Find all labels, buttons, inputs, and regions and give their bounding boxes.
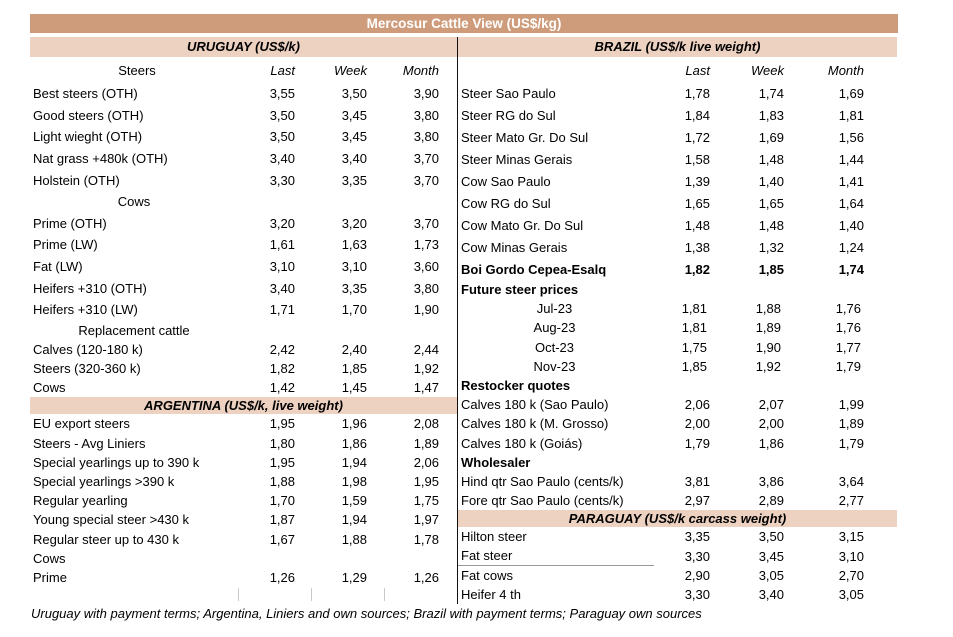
row-label: Heifers +310 (OTH) — [33, 280, 147, 296]
value-last: 3,10 — [269, 259, 295, 275]
table-row — [458, 527, 897, 546]
table-row — [458, 236, 897, 258]
uruguay-rows — [30, 83, 457, 397]
value-month: 1,75 — [413, 493, 439, 509]
value-month: 3,90 — [413, 86, 439, 102]
table-row — [458, 414, 897, 433]
table-row — [30, 191, 457, 213]
left-panel — [30, 37, 457, 601]
table-row — [30, 126, 457, 148]
value-month: 2,08 — [413, 416, 439, 432]
table-row — [30, 378, 457, 397]
table-row — [30, 105, 457, 127]
row-label: Fat cows — [461, 567, 514, 583]
grid-remnant-ticks — [30, 588, 457, 601]
col-header-month: Month — [827, 62, 864, 78]
value-week: 2,89 — [758, 493, 784, 509]
mercosur-cattle-sheet — [30, 14, 898, 621]
value-month: 1,41 — [838, 174, 864, 189]
row-label: Holstein (OTH) — [33, 172, 120, 188]
value-last: 3,30 — [269, 172, 295, 188]
brazil-section-header: BRAZIL (US$/k live weight) — [458, 37, 897, 57]
value-week: 3,50 — [758, 529, 784, 545]
value-last: 1,67 — [269, 531, 295, 547]
row-label: Replacement cattle — [78, 322, 190, 338]
value-month: 3,64 — [838, 473, 864, 489]
value-month: 1,92 — [413, 361, 439, 376]
row-label: Cows — [33, 550, 66, 566]
value-week: 1,85 — [341, 361, 367, 376]
value-month: 1,90 — [413, 302, 439, 318]
row-label: Regular steer up to 430 k — [33, 531, 179, 547]
value-last: 3,50 — [269, 129, 295, 145]
value-last: 3,30 — [684, 548, 710, 564]
row-label: Best steers (OTH) — [33, 86, 138, 102]
value-week: 1,63 — [341, 237, 367, 253]
value-week: 1,74 — [758, 86, 784, 102]
value-month: 3,80 — [413, 129, 439, 145]
value-last: 1,95 — [269, 416, 295, 432]
row-label: Fat (LW) — [33, 259, 83, 275]
row-label: Steer RG do Sul — [461, 108, 556, 124]
table-row — [30, 148, 457, 170]
value-last: 1,79 — [684, 435, 710, 451]
value-last: 2,06 — [684, 397, 710, 413]
value-week: 1,59 — [341, 493, 367, 509]
col-header-week: Week — [334, 62, 367, 78]
table-row — [458, 127, 897, 149]
value-last: 1,78 — [684, 86, 710, 102]
value-week: 3,86 — [758, 473, 784, 489]
source-note: Uruguay with payment terms; Argentina, Liniers and own sources; Brazil with payment terms; Paraguay own sources — [31, 606, 702, 622]
argentina-rows — [30, 414, 457, 587]
value-last: 1,61 — [269, 237, 295, 253]
value-month: 1,77 — [835, 339, 861, 355]
value-last: 1,81 — [681, 320, 707, 336]
sheet-title: Mercosur Cattle View (US$/kg) — [30, 14, 898, 33]
row-label: Cows — [33, 380, 66, 396]
row-label: Calves 180 k (Goiás) — [461, 435, 583, 451]
table-row — [30, 321, 457, 340]
col-header-week: Week — [751, 62, 784, 78]
table-row — [458, 546, 897, 565]
table-row — [458, 149, 897, 171]
right-panel — [457, 37, 897, 604]
value-week: 1,48 — [758, 152, 784, 168]
value-month: 1,81 — [838, 108, 864, 124]
row-label: Nov-23 — [533, 358, 576, 374]
row-label: Special yearlings up to 390 k — [33, 454, 200, 470]
table-row — [458, 357, 897, 376]
row-label: Future steer prices — [461, 282, 579, 298]
table-row — [30, 213, 457, 235]
table-row — [458, 434, 897, 453]
table-row — [30, 83, 457, 105]
value-week: 2,07 — [758, 397, 784, 413]
value-last: 1,48 — [684, 217, 710, 233]
table-row — [30, 277, 457, 299]
value-month: 1,95 — [413, 473, 439, 489]
value-month: 1,99 — [838, 397, 864, 413]
paraguay-rows — [458, 527, 897, 604]
row-label: Young special steer >430 k — [33, 512, 189, 528]
value-last: 2,90 — [684, 567, 710, 583]
value-week: 1,88 — [341, 531, 367, 547]
table-row — [30, 359, 457, 378]
value-last: 2,97 — [684, 493, 710, 509]
value-month: 2,06 — [413, 454, 439, 470]
value-week: 1,29 — [341, 569, 367, 585]
row-label: Cow Minas Gerais — [461, 239, 568, 255]
value-month: 1,24 — [838, 239, 864, 255]
value-last: 1,38 — [684, 239, 710, 255]
value-week: 3,05 — [758, 567, 784, 583]
table-row — [458, 299, 897, 318]
value-week: 1,65 — [758, 195, 784, 211]
value-week: 1,86 — [341, 435, 367, 451]
table-row — [458, 318, 897, 337]
value-week: 1,98 — [341, 473, 367, 489]
value-week: 3,45 — [341, 107, 367, 123]
value-month: 1,89 — [838, 416, 864, 432]
table-row — [458, 491, 897, 510]
value-week: 1,45 — [341, 380, 367, 396]
value-month: 1,40 — [838, 217, 864, 233]
row-label: Heifer 4 th — [461, 586, 521, 602]
row-label: Cow Sao Paulo — [461, 174, 551, 189]
table-row — [30, 472, 457, 491]
row-label: Calves (120-180 k) — [33, 341, 143, 357]
table-row — [30, 453, 457, 472]
table-row — [458, 453, 897, 472]
value-month: 3,05 — [838, 586, 864, 602]
table-row — [30, 299, 457, 321]
table-row — [458, 258, 897, 280]
value-week: 3,35 — [341, 172, 367, 188]
value-week: 3,50 — [341, 86, 367, 102]
value-last: 1,42 — [269, 380, 295, 396]
row-label: Regular yearling — [33, 493, 128, 509]
row-label: Good steers (OTH) — [33, 107, 144, 123]
value-last: 1,85 — [681, 358, 707, 374]
value-month: 3,70 — [413, 151, 439, 167]
value-week: 1,89 — [755, 320, 781, 336]
row-label: Boi Gordo Cepea-Esalq — [461, 261, 607, 277]
value-week: 3,45 — [758, 548, 784, 564]
value-last: 1,80 — [269, 435, 295, 451]
row-label: Wholesaler — [461, 454, 531, 470]
value-last: 1,58 — [684, 152, 710, 168]
value-week: 2,00 — [758, 416, 784, 432]
row-label: Special yearlings >390 k — [33, 473, 175, 489]
value-week: 3,40 — [341, 151, 367, 167]
value-last: 3,55 — [269, 86, 295, 102]
row-label: Cow RG do Sul — [461, 195, 551, 211]
value-last: 1,65 — [684, 195, 710, 211]
table-row — [458, 214, 897, 236]
value-week: 1,32 — [758, 239, 784, 255]
uruguay-section-header: URUGUAY (US$/k) — [30, 37, 457, 57]
row-label: Restocker quotes — [461, 378, 571, 394]
value-last: 3,40 — [269, 151, 295, 167]
table-row — [458, 83, 897, 105]
table-row — [30, 568, 457, 587]
value-last: 1,26 — [269, 569, 295, 585]
row-label: Oct-23 — [534, 339, 574, 355]
value-week: 2,40 — [341, 341, 367, 357]
value-month: 1,73 — [413, 237, 439, 253]
table-row — [458, 280, 897, 299]
brazil-rows — [458, 83, 897, 510]
value-month: 2,70 — [838, 567, 864, 583]
value-week: 1,70 — [341, 302, 367, 318]
value-last: 1,95 — [269, 454, 295, 470]
value-week: 1,90 — [755, 339, 781, 355]
value-week: 1,86 — [758, 435, 784, 451]
value-month: 3,70 — [413, 172, 439, 188]
row-label: Hind qtr Sao Paulo (cents/k) — [461, 473, 624, 489]
table-row — [30, 340, 457, 359]
value-month: 1,26 — [413, 569, 439, 585]
value-month: 3,10 — [838, 548, 864, 564]
value-week: 1,94 — [341, 454, 367, 470]
value-month: 1,44 — [838, 152, 864, 168]
value-last: 3,35 — [684, 529, 710, 545]
value-week: 1,69 — [758, 130, 784, 146]
value-last: 1,84 — [684, 108, 710, 124]
value-month: 2,77 — [838, 493, 864, 509]
table-row — [458, 192, 897, 214]
value-last: 1,71 — [269, 302, 295, 318]
value-month: 3,15 — [838, 529, 864, 545]
table-row — [30, 433, 457, 452]
value-week: 3,40 — [758, 586, 784, 602]
value-month: 1,97 — [413, 512, 439, 528]
value-last: 2,00 — [684, 416, 710, 432]
row-label: Steer Minas Gerais — [461, 152, 573, 168]
value-week: 1,83 — [758, 108, 784, 124]
value-month: 3,80 — [413, 280, 439, 296]
value-last: 1,75 — [681, 339, 707, 355]
value-week: 1,94 — [341, 512, 367, 528]
col-header-month: Month — [402, 62, 439, 78]
row-label: Nat grass +480k (OTH) — [33, 151, 168, 167]
value-month: 3,60 — [413, 259, 439, 275]
value-last: 3,20 — [269, 215, 295, 231]
value-month: 1,64 — [838, 195, 864, 211]
row-label: Steer Sao Paulo — [461, 86, 556, 102]
value-month: 2,44 — [413, 341, 439, 357]
row-label: Jul-23 — [536, 301, 573, 317]
value-month: 3,70 — [413, 215, 439, 231]
row-label: Light wieght (OTH) — [33, 129, 143, 145]
argentina-section-header: ARGENTINA (US$/k, live weight) — [30, 397, 457, 414]
row-label: Cows — [117, 194, 151, 210]
table-row — [30, 169, 457, 191]
table-row — [458, 338, 897, 357]
table-row — [458, 171, 897, 193]
col-header-last: Last — [270, 62, 295, 78]
table-row — [30, 414, 457, 433]
value-last: 1,88 — [269, 473, 295, 489]
table-row — [30, 256, 457, 278]
row-label: Fat steer — [458, 546, 654, 566]
value-month: 1,89 — [413, 435, 439, 451]
value-month: 1,74 — [838, 261, 864, 277]
table-panels — [30, 37, 898, 604]
value-last: 1,82 — [269, 361, 295, 376]
table-row — [30, 529, 457, 548]
row-label: Fore qtr Sao Paulo (cents/k) — [461, 493, 624, 509]
row-label: Calves 180 k (Sao Paulo) — [461, 397, 609, 413]
value-last: 3,30 — [684, 586, 710, 602]
value-last: 1,70 — [269, 493, 295, 509]
table-row — [458, 376, 897, 395]
col-header-last: Last — [685, 62, 710, 78]
value-week: 3,20 — [341, 215, 367, 231]
table-row — [30, 234, 457, 256]
table-row — [458, 105, 897, 127]
value-last: 1,81 — [681, 301, 707, 317]
value-week: 3,45 — [341, 129, 367, 145]
value-week: 1,85 — [758, 261, 784, 277]
value-last: 1,39 — [684, 174, 710, 189]
row-label: Prime (OTH) — [33, 215, 107, 231]
col-label-steers: Steers — [118, 62, 156, 78]
value-month: 1,69 — [838, 86, 864, 102]
value-month: 1,47 — [413, 380, 439, 396]
row-label: Cow Mato Gr. Do Sul — [461, 217, 584, 233]
table-row — [458, 585, 897, 604]
value-month: 1,78 — [413, 531, 439, 547]
row-label: Hilton steer — [461, 529, 527, 545]
paraguay-section-header: PARAGUAY (US$/k carcass weight) — [458, 510, 897, 527]
value-last: 1,72 — [684, 130, 710, 146]
row-label: Aug-23 — [533, 320, 576, 336]
uruguay-column-header-row — [30, 57, 457, 83]
row-label: Steers - Avg Liniers — [33, 435, 146, 451]
value-week: 1,88 — [755, 301, 781, 317]
value-month: 1,76 — [835, 301, 861, 317]
table-row — [458, 472, 897, 491]
table-row — [30, 549, 457, 568]
table-row — [458, 566, 897, 585]
table-row — [30, 491, 457, 510]
value-week: 1,96 — [341, 416, 367, 432]
value-month: 1,56 — [838, 130, 864, 146]
value-month: 1,76 — [835, 320, 861, 336]
value-last: 3,40 — [269, 280, 295, 296]
value-month: 3,80 — [413, 107, 439, 123]
row-label: Prime (LW) — [33, 237, 98, 253]
table-row — [458, 395, 897, 414]
value-week: 3,35 — [341, 280, 367, 296]
row-label: Steers (320-360 k) — [33, 361, 141, 376]
row-label: Calves 180 k (M. Grosso) — [461, 416, 609, 432]
value-month: 1,79 — [838, 435, 864, 451]
value-last: 3,81 — [684, 473, 710, 489]
value-month: 1,79 — [835, 358, 861, 374]
row-label: EU export steers — [33, 416, 130, 432]
value-week: 1,48 — [758, 217, 784, 233]
value-last: 1,82 — [684, 261, 710, 277]
value-week: 3,10 — [341, 259, 367, 275]
row-label: Prime — [33, 569, 67, 585]
brazil-column-header-row — [458, 57, 897, 83]
value-week: 1,40 — [758, 174, 784, 189]
value-last: 2,42 — [269, 341, 295, 357]
row-label: Heifers +310 (LW) — [33, 302, 138, 318]
value-last: 1,87 — [269, 512, 295, 528]
row-label: Steer Mato Gr. Do Sul — [461, 130, 589, 146]
value-last: 3,50 — [269, 107, 295, 123]
value-week: 1,92 — [755, 358, 781, 374]
table-row — [30, 510, 457, 529]
